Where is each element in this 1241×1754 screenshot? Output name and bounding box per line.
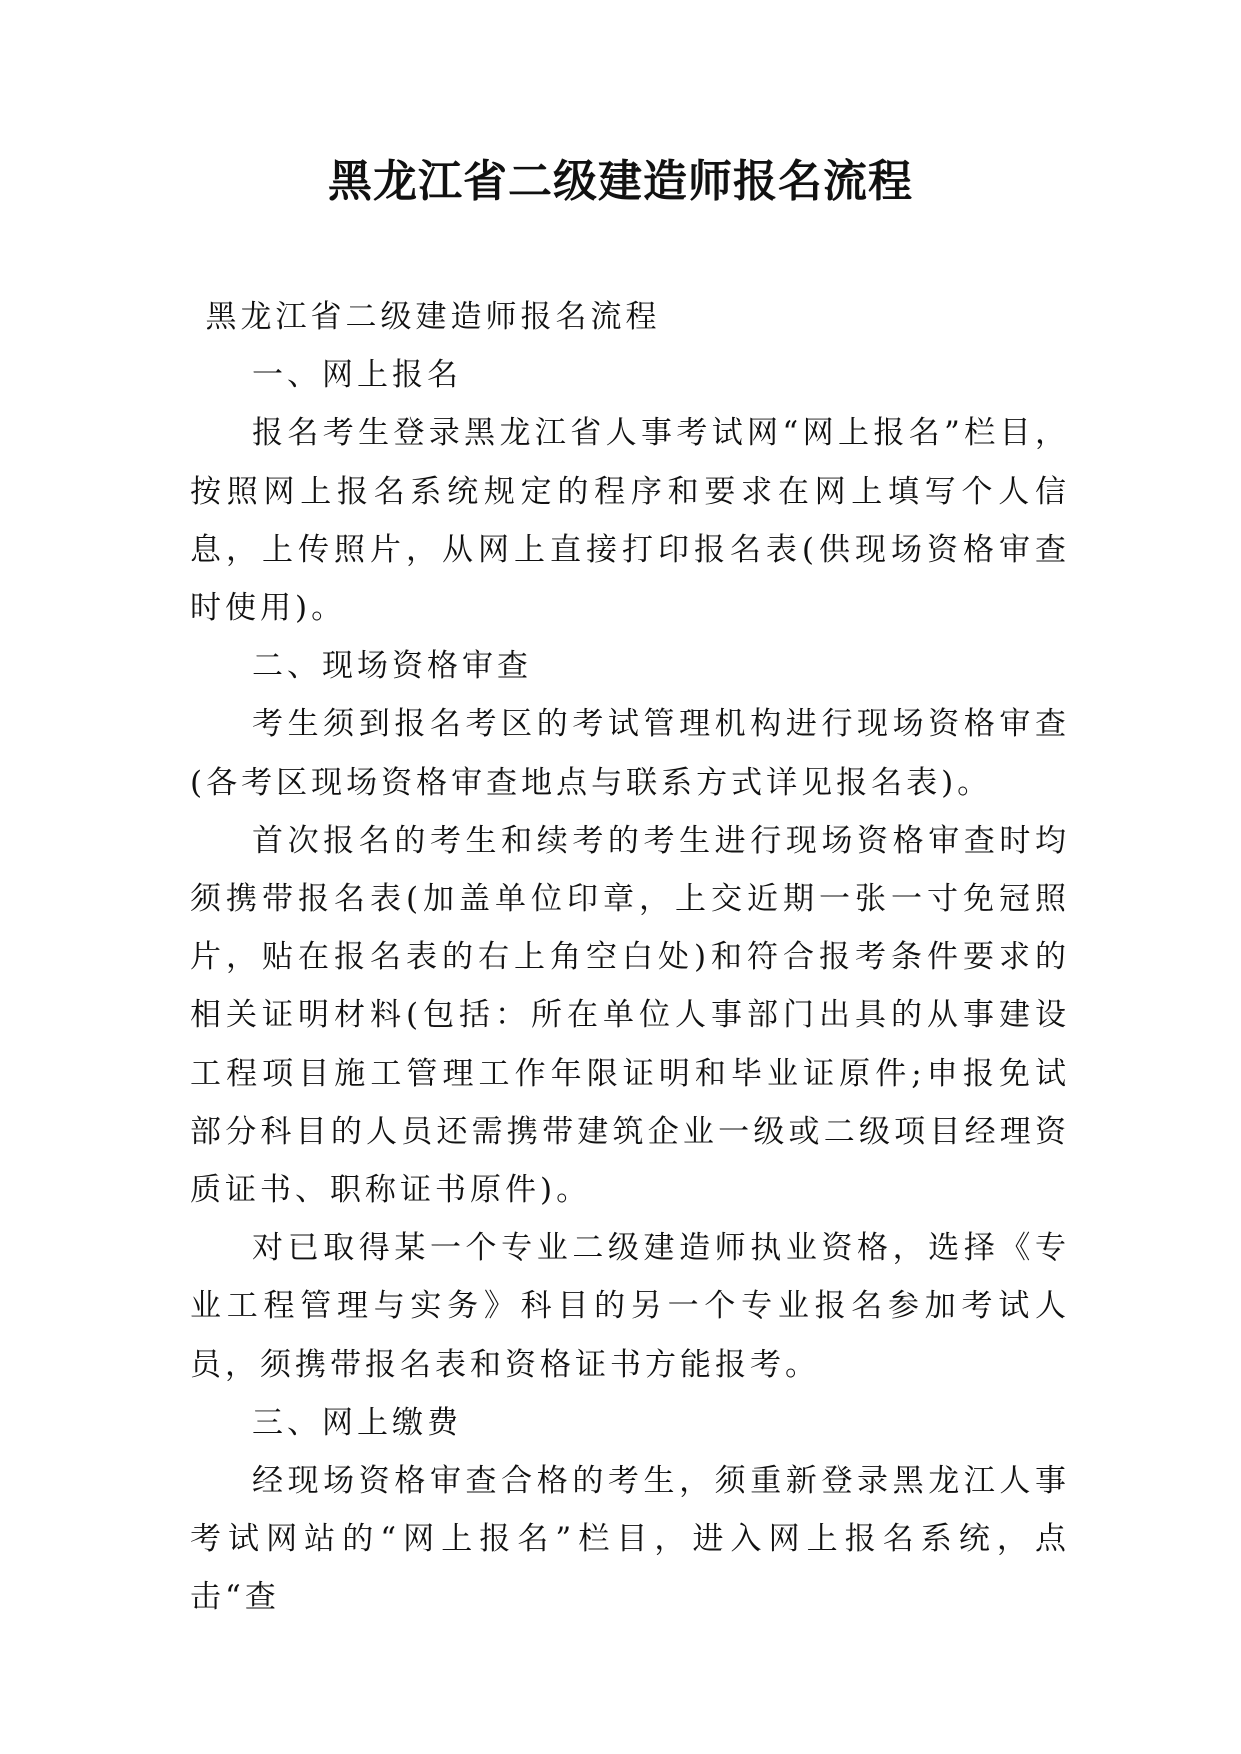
body-paragraph: 考生须到报名考区的考试管理机构进行现场资格审查(各考区现场资格审查地点与联系方式详见报名表)。 (190, 706, 1070, 801)
document-body (190, 288, 1070, 1627)
lead-paragraph: 黑龙江省二级建造师报名流程 (205, 299, 661, 335)
body-paragraph: 首次报名的考生和续考的考生进行现场资格审查时均须携带报名表(加盖单位印章，上交近期一张一寸免冠照片，贴在报名表的右上角空白处)和符合报考条件要求的相关证明材料(包括：所在单位人事部门出具的从事建设工程项目施工管理工作年限证明和毕业证原件;申报免试部分科目的人员还需携带建筑企业一级或二级项目经理资质证书、职称证书原件)。 (190, 822, 1070, 1209)
section-heading-online-payment: 三、网上缴费 (252, 1404, 462, 1441)
document-title: 黑龙江省二级建造师报名流程 (328, 156, 913, 207)
section-heading-online-registration: 一、网上报名 (252, 357, 462, 394)
body-paragraph: 报名考生登录黑龙江省人事考试网“网上报名”栏目，按照网上报名系统规定的程序和要求在网上填写个人信息，上传照片，从网上直接打印报名表(供现场资格审查时使用)。 (190, 415, 1070, 627)
body-paragraph: 经现场资格审查合格的考生，须重新登录黑龙江人事考试网站的“网上报名”栏目，进入网上报名系统，点击“查 (190, 1463, 1070, 1616)
body-paragraph: 对已取得某一个专业二级建造师执业资格，选择《专业工程管理与实务》科目的另一个专业报名参加考试人员，须携带报名表和资格证书方能报考。 (190, 1230, 1070, 1383)
section-heading-onsite-review: 二、现场资格审查 (252, 648, 532, 685)
